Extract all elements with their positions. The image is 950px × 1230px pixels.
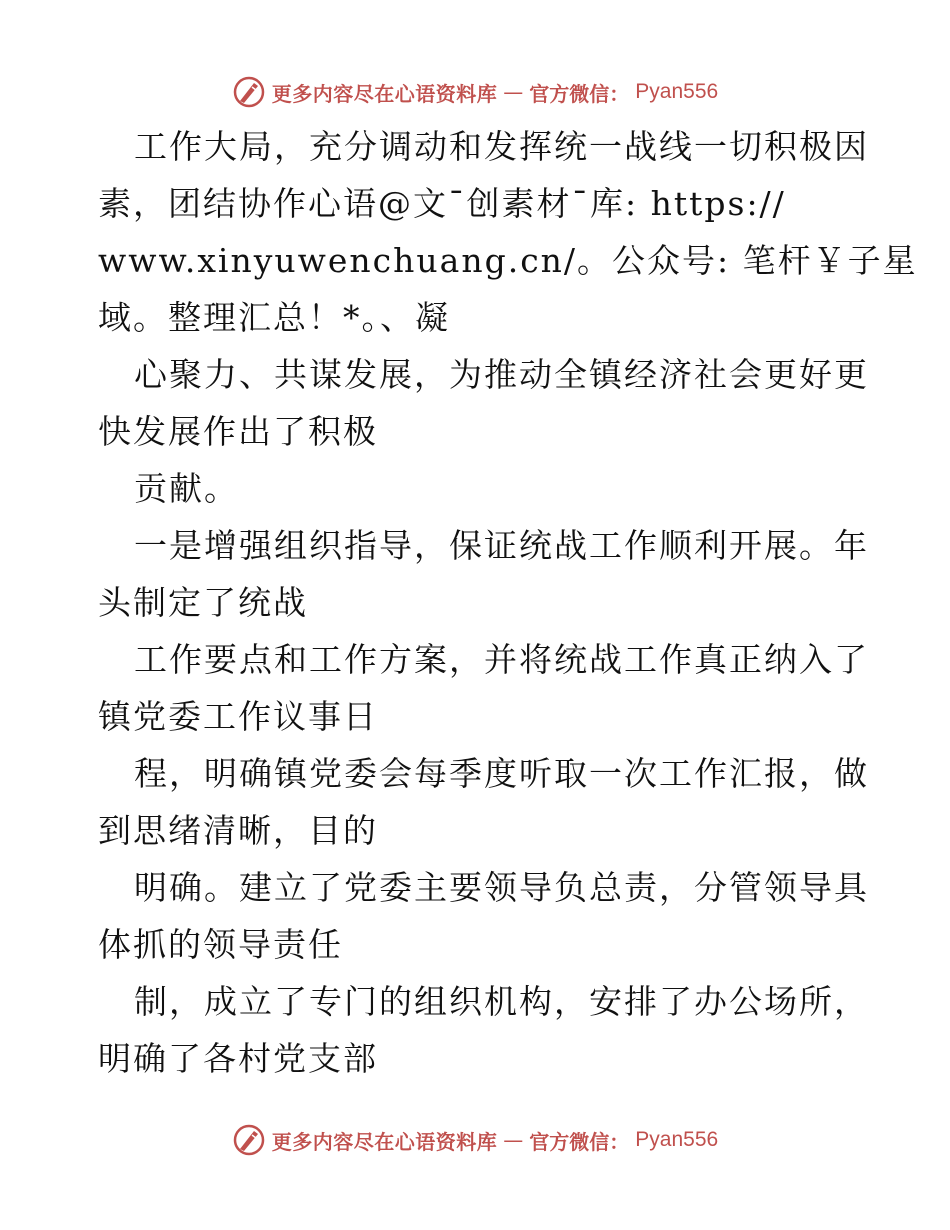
quill-pen-logo-icon: [232, 75, 266, 109]
header-watermark-banner: [0, 72, 950, 112]
text-line: 体抓的领导责任: [98, 925, 343, 964]
document-body: [98, 118, 918, 1087]
banner-wechat-label: 官方微信：: [529, 1129, 630, 1154]
banner-text: 更多内容尽在心语资料库: [271, 1129, 498, 1154]
footer-watermark-banner: [0, 1120, 950, 1160]
text-line: 一是增强组织指导，保证统战工作顺利开展。年: [134, 526, 869, 565]
banner-wechat-id: Pyan556: [635, 80, 719, 103]
text-line: 制，成立了专门的组织机构，安排了办公场所，: [134, 982, 869, 1021]
text-line: 工作要点和工作方案，并将统战工作真正纳入了: [134, 640, 869, 679]
text-line: 镇党委工作议事日: [98, 697, 378, 736]
text-line: 明确了各村党支部: [98, 1039, 378, 1078]
text-line: 工作大局，充分调动和发挥统一战线一切积极因: [134, 127, 869, 166]
text-line: 头制定了统战: [98, 583, 308, 622]
text-line: 快发展作出了积极: [98, 412, 378, 451]
text-line: 程，明确镇党委会每季度听取一次工作汇报，做: [134, 754, 869, 793]
banner-text: 更多内容尽在心语资料库: [271, 81, 498, 106]
banner-separator: —: [503, 1128, 524, 1152]
text-line: 到思绪清晰，目的: [98, 811, 378, 850]
banner-wechat-id: Pyan556: [635, 1128, 719, 1151]
text-line: 明确。建立了党委主要领导负总责，分管领导具: [134, 868, 869, 907]
text-line: 心聚力、共谋发展，为推动全镇经济社会更好更: [134, 355, 869, 394]
banner-separator: —: [503, 80, 524, 104]
text-line: 素，团结协作心语@文¯创素材¯库: https://: [98, 184, 786, 223]
banner-wechat-label: 官方微信：: [529, 81, 630, 106]
text-line: 域。整理汇总！*。、凝: [98, 298, 450, 337]
quill-pen-logo-icon: [232, 1123, 266, 1157]
text-line: 贡献。: [134, 469, 239, 508]
text-line: www.xinyuwenchuang.cn/。公众号: 笔杆￥子星: [98, 241, 918, 280]
